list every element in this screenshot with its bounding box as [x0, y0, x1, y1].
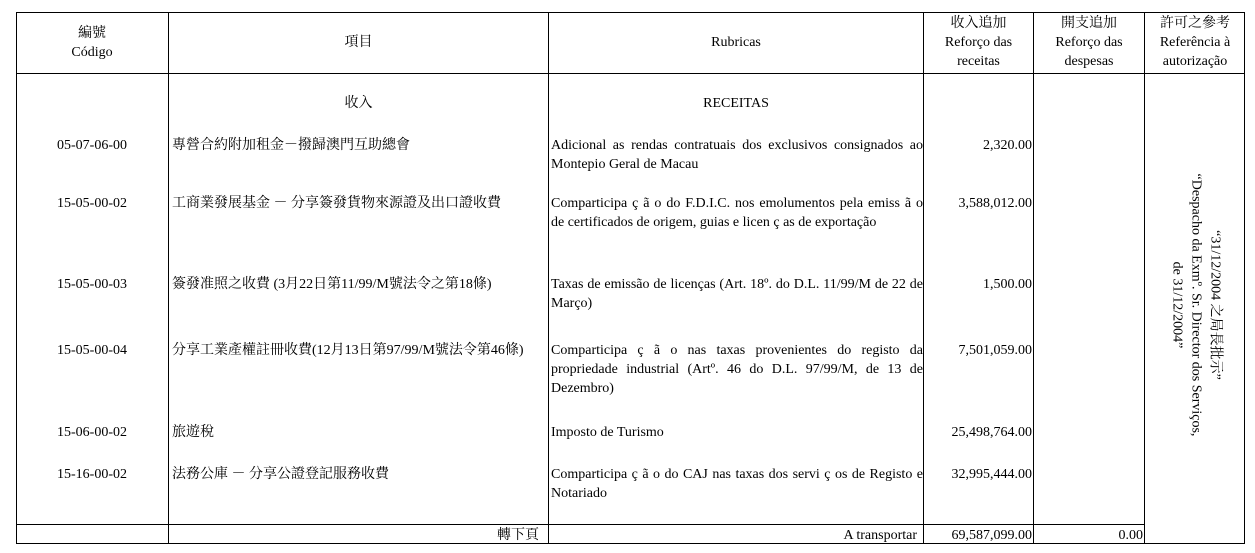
header-revenue-pt1: Reforço das [944, 35, 1013, 50]
header-reference [1145, 12, 1245, 73]
header-rubric-pt: Rubricas [711, 35, 761, 50]
row-revenue-amount: 25,498,764.00 [951, 425, 1032, 440]
row-item-zh: 工商業發展基金 － 分享簽發貨物來源證及出口證收費 [172, 196, 501, 211]
reference-line-3: de 31/12/2004” [1169, 261, 1185, 349]
row-code: 05-07-06-00 [57, 138, 127, 153]
column-divider [168, 12, 169, 544]
header-divider [16, 73, 1245, 74]
header-expense-pt1: Reforço das [1055, 35, 1123, 50]
row-item-zh: 法務公庫 － 分享公證登記服務收費 [172, 467, 389, 482]
footer-divider [16, 524, 1145, 525]
header-expense [1034, 12, 1144, 73]
row-revenue-amount: 3,588,012.00 [958, 196, 1032, 211]
column-divider [1033, 12, 1034, 544]
header-code-pt: Código [71, 44, 113, 60]
row-code: 15-16-00-02 [57, 467, 127, 482]
header-revenue [924, 12, 1033, 73]
row-rubric-pt: Comparticipa ç ã o do F.D.I.C. nos emolumentos pela emiss ã o de certificados de origem, guias e licen ç as de exportação [551, 196, 923, 230]
header-revenue-pt2: receitas [957, 54, 1000, 69]
row-revenue-amount: 2,320.00 [983, 138, 1032, 153]
header-item [169, 12, 548, 73]
row-rubric-pt: Taxas de emissão de licenças (Art. 18º. do D.L. 11/99/M de 22 de Março) [551, 277, 923, 311]
header-code-zh: 編號 [78, 25, 106, 41]
row-code: 15-05-00-03 [57, 277, 127, 292]
reference-line-1: “31/12/2004 之局長批示” [1207, 230, 1223, 380]
row-revenue-amount: 32,995,444.00 [951, 467, 1032, 482]
header-item-zh: 項目 [344, 35, 373, 50]
row-rubric-pt: Comparticipa ç ã o nas taxas provenientes do registo da propriedade industrial (Artº. 46 do D.L. 97/99/M, de 13 de Dezembro) [551, 343, 923, 396]
row-rubric-pt: Comparticipa ç ã o do CAJ nas taxas dos servi ç os de Registo e Notariado [551, 467, 923, 501]
row-item-zh: 分享工業產權註冊收費(12月13日第97/99/M號法令第46條) [172, 343, 524, 358]
header-expense-pt2: despesas [1064, 54, 1114, 69]
row-item-zh: 簽發准照之收費 (3月22日第11/99/M號法令之第18條) [172, 277, 492, 292]
header-expense-zh: 開支追加 [1061, 16, 1117, 31]
footer-carry-forward-zh: 轉下頁 [497, 528, 539, 543]
reference-line-2: “Despacho da Exmº. Sr. Director dos Serviços, [1188, 173, 1204, 437]
row-rubric-pt: Adicional as rendas contratuais dos exclusivos consignados ao Montepio Geral de Macau [551, 138, 923, 172]
footer-carry-forward-pt: A transportar [843, 528, 917, 543]
footer-total-revenue: 69,587,099.00 [951, 528, 1032, 543]
row-revenue-amount: 7,501,059.00 [958, 343, 1032, 358]
header-reference-pt2: autorização [1162, 54, 1228, 69]
header-reference-zh: 許可之參考 [1160, 16, 1230, 31]
row-rubric-pt: Imposto de Turismo [551, 425, 664, 440]
footer-total-expense: 0.00 [1118, 528, 1143, 543]
column-divider [548, 12, 549, 544]
header-code [16, 12, 168, 73]
header-revenue-zh: 收入追加 [950, 16, 1007, 31]
row-code: 15-05-00-02 [57, 196, 127, 211]
row-code: 15-05-00-04 [57, 343, 127, 358]
row-item-zh: 旅遊稅 [172, 425, 214, 440]
authorization-reference [1166, 140, 1226, 470]
section-heading-pt: RECEITAS [703, 96, 769, 111]
header-reference-pt1: Referência à [1159, 35, 1231, 50]
section-heading-zh: 收入 [344, 96, 373, 111]
row-revenue-amount: 1,500.00 [983, 277, 1032, 292]
header-rubric [549, 12, 923, 73]
column-divider [1144, 12, 1145, 544]
row-code: 15-06-00-02 [57, 425, 127, 440]
row-item-zh: 專營合約附加租金－撥歸澳門互助總會 [172, 138, 410, 153]
